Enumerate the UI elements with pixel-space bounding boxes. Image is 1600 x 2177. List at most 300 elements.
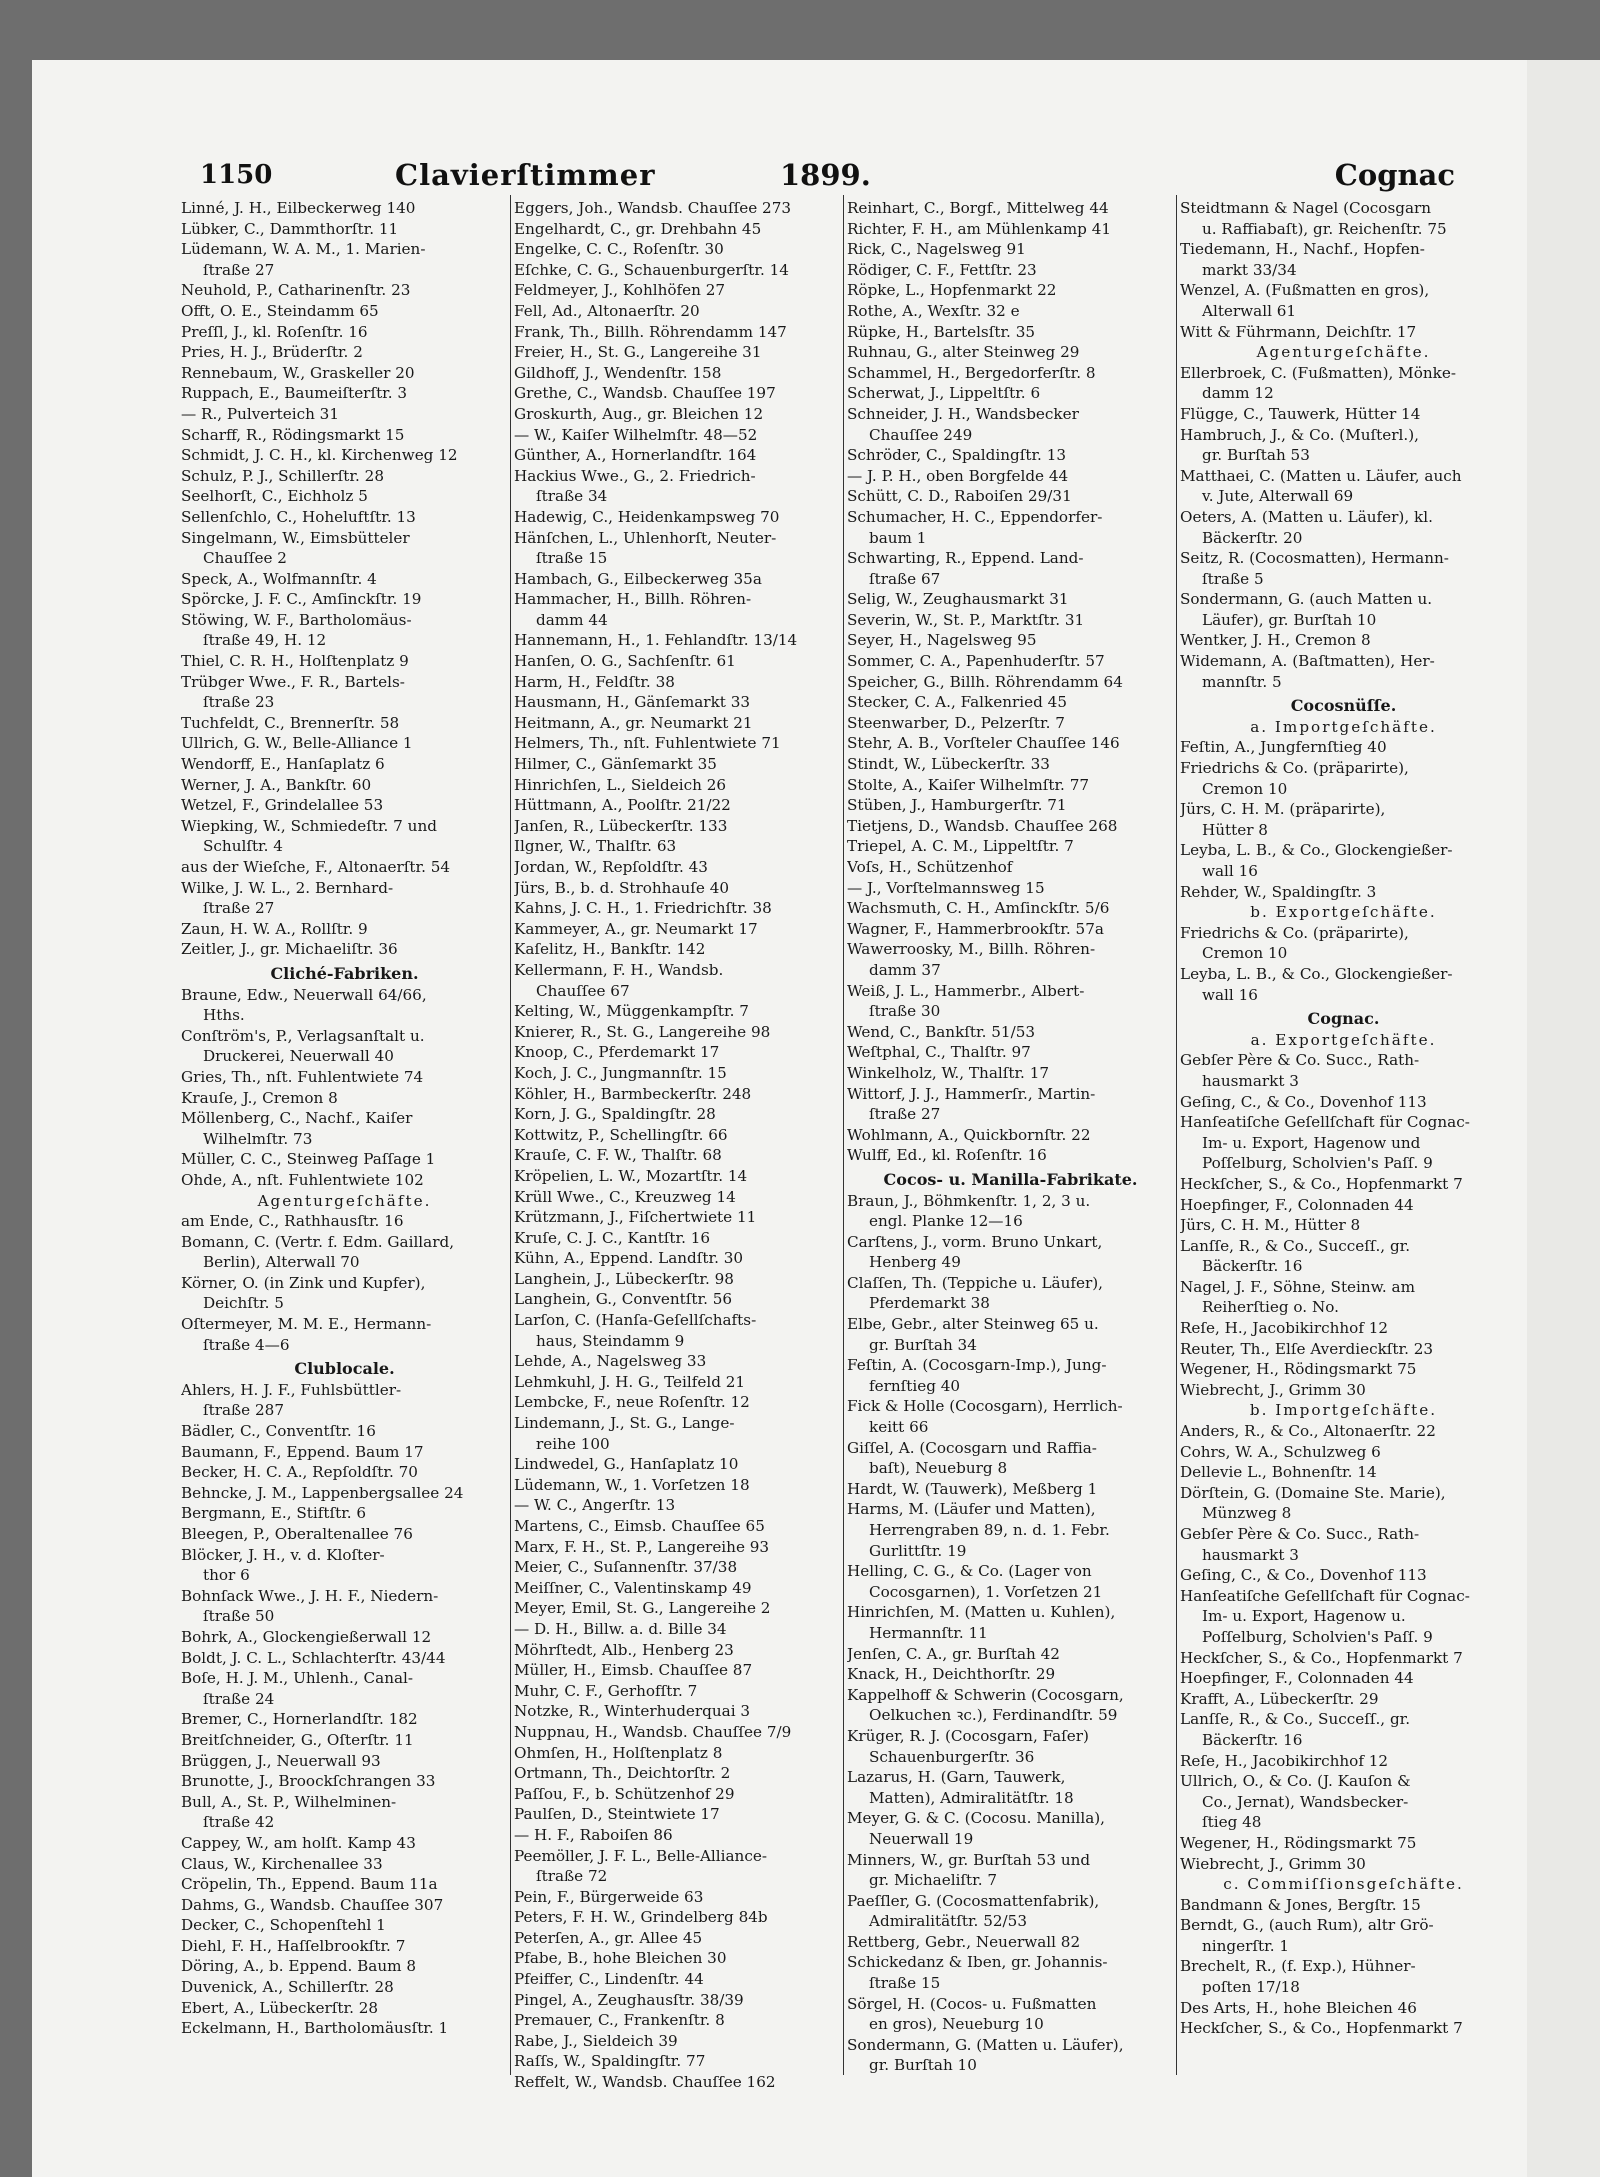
directory-entry-line: Schwarting, R., Eppend. Land- bbox=[847, 549, 1084, 568]
directory-entry-line: Berndt, G., (auch Rum), altr Grö- bbox=[1180, 1916, 1434, 1935]
directory-entry-line: Scherwat, J., Lippeltſtr. 6 bbox=[847, 384, 1041, 403]
directory-entry-line: Seyer, H., Nagelsweg 95 bbox=[847, 631, 1037, 650]
directory-entry-line: Steenwarber, D., Pelzerſtr. 7 bbox=[847, 713, 1065, 732]
directory-entry-line: Helling, C. G., & Co. (Lager von bbox=[847, 1562, 1092, 1581]
directory-entry-line: Kaſelitz, H., Bankſtr. 142 bbox=[514, 940, 706, 959]
entry-continuation-line: Poſſelburg, Scholvien's Paſſ. 9 bbox=[1202, 1627, 1433, 1646]
directory-entry-line: Schütt, C. D., Raboiſen 29/31 bbox=[847, 487, 1072, 506]
entry-continuation-line: Cremon 10 bbox=[1202, 779, 1288, 798]
directory-entry-line: Scharff, R., Rödingsmarkt 15 bbox=[181, 425, 405, 444]
entry-continuation-line: wall 16 bbox=[1202, 985, 1258, 1004]
entry-continuation-line: Schauenburgerſtr. 36 bbox=[869, 1747, 1035, 1766]
directory-entry-line: Knoop, C., Pferdemarkt 17 bbox=[514, 1043, 720, 1062]
directory-entry-line: Werner, J. A., Bankſtr. 60 bbox=[181, 775, 372, 794]
directory-entry-line: Weiß, J. L., Hammerbr., Albert- bbox=[847, 981, 1085, 1000]
directory-entry-line: Ohmſen, H., Holſtenplatz 8 bbox=[514, 1743, 723, 1762]
directory-entry-line: — H. F., Raboiſen 86 bbox=[514, 1825, 673, 1844]
directory-entry-line: Winkelholz, W., Thalſtr. 17 bbox=[847, 1063, 1050, 1082]
directory-entry-line: Helmers, Th., nſt. Fuhlentwiete 71 bbox=[514, 734, 781, 753]
directory-entry-line: Lembcke, F., neue Roſenſtr. 12 bbox=[514, 1393, 750, 1412]
directory-entry-line: Reffelt, W., Wandsb. Chauſſee 162 bbox=[514, 2073, 776, 2092]
directory-entry-line: Conſtröm's, P., Verlagsanſtalt u. bbox=[181, 1026, 425, 1045]
entry-continuation-line: wall 16 bbox=[1202, 862, 1258, 880]
directory-entry-line: Zaun, H. W. A., Rollſtr. 9 bbox=[181, 919, 368, 938]
directory-entry-line: Trübger Wwe., F. R., Bartels- bbox=[181, 672, 405, 691]
directory-entry-line: Schmidt, J. C. H., kl. Kirchenweg 12 bbox=[181, 446, 458, 465]
directory-entry-line: Cappey, W., am holſt. Kamp 43 bbox=[181, 1833, 416, 1852]
directory-entry-line: Bandmann & Jones, Bergſtr. 15 bbox=[1180, 1895, 1421, 1914]
directory-entry-line: Gildhoff, J., Wendenſtr. 158 bbox=[514, 363, 722, 382]
directory-entry-line: Schumacher, H. C., Eppendorfer- bbox=[847, 507, 1103, 526]
directory-entry-line: Severin, W., St. P., Marktſtr. 31 bbox=[847, 610, 1085, 629]
directory-entry-line: Krüll Wwe., C., Kreuzweg 14 bbox=[514, 1187, 736, 1206]
directory-entry-line: Bomann, C. (Vertr. f. Edm. Gaillard, bbox=[181, 1232, 455, 1251]
directory-entry-line: Brunotte, J., Broockſchrangen 33 bbox=[181, 1772, 436, 1791]
directory-entry-line: Dahms, G., Wandsb. Chauſſee 307 bbox=[181, 1895, 444, 1914]
directory-entry-line: Sondermann, G. (auch Matten u. bbox=[1180, 590, 1433, 609]
directory-entry-line: Fell, Ad., Altonaerſtr. 20 bbox=[514, 301, 700, 320]
directory-entry-line: Rettberg, Gebr., Neuerwall 82 bbox=[847, 1932, 1081, 1951]
directory-entry-line: Carſtens, J., vorm. Bruno Unkart, bbox=[847, 1232, 1103, 1251]
directory-entry-line: Weſtphal, C., Thalſtr. 97 bbox=[847, 1043, 1031, 1062]
directory-entry-line: Krauſe, C. F. W., Thalſtr. 68 bbox=[514, 1146, 722, 1165]
entry-continuation-line: ſtraße 4—6 bbox=[203, 1335, 290, 1354]
entry-continuation-line: markt 33/34 bbox=[1202, 260, 1297, 279]
directory-entry-line: Kellermann, F. H., Wandsb. bbox=[514, 960, 724, 979]
section-heading: Cognac. bbox=[1307, 1009, 1380, 1029]
directory-entry-line: Lindemann, J., St. G., Lange- bbox=[514, 1414, 735, 1433]
directory-entry-line: Martens, C., Eimsb. Chauſſee 65 bbox=[514, 1517, 765, 1535]
entry-continuation-line: Reiherſtieg o. No. bbox=[1202, 1298, 1339, 1317]
directory-entry-line: Schröder, C., Spaldingſtr. 13 bbox=[847, 446, 1067, 465]
entry-continuation-line: fernſtieg 40 bbox=[869, 1376, 961, 1395]
directory-entry-line: Rabe, J., Sieldeich 39 bbox=[514, 2031, 678, 2050]
directory-entry-line: Bädler, C., Conventſtr. 16 bbox=[181, 1422, 376, 1441]
directory-entry-line: Harms, M. (Läufer und Matten), bbox=[847, 1500, 1096, 1519]
directory-entry-line: Notzke, R., Winterhuderquai 3 bbox=[514, 1702, 751, 1721]
directory-entry-line: Bohnſack Wwe., J. H. F., Niedern- bbox=[181, 1586, 439, 1605]
directory-entry-line: Lanſſe, R., & Co., Succeſſ., gr. bbox=[1180, 1710, 1411, 1729]
directory-entry-line: Reſe, H., Jacobikirchhof 12 bbox=[1180, 1319, 1389, 1338]
directory-entry-line: Feldmeyer, J., Kohlhöfen 27 bbox=[514, 281, 726, 300]
directory-entry-line: Döring, A., b. Eppend. Baum 8 bbox=[181, 1957, 416, 1976]
directory-entry-line: Sörgel, H. (Cocos- u. Fußmatten bbox=[847, 1994, 1097, 2013]
entry-continuation-line: gr. Michaeliſtr. 7 bbox=[869, 1871, 998, 1890]
entry-continuation-line: Hths. bbox=[203, 1006, 245, 1025]
subsection-heading: Agenturgeſchäfte. bbox=[257, 1191, 432, 1210]
directory-entry-line: — W., Kaiſer Wilhelmſtr. 48—52 bbox=[514, 425, 758, 444]
entry-continuation-line: Herrengraben 89, n. d. 1. Febr. bbox=[869, 1521, 1110, 1539]
directory-entry-line: Brüggen, J., Neuerwall 93 bbox=[181, 1751, 381, 1770]
directory-entry-line: Spörcke, J. F. C., Amſinckſtr. 19 bbox=[181, 590, 422, 609]
directory-entry-line: Jenſen, C. A., gr. Burſtah 42 bbox=[847, 1644, 1060, 1663]
directory-entry-line: Rick, C., Nagelsweg 91 bbox=[847, 240, 1026, 259]
directory-entry-line: Knack, H., Deichthorſtr. 29 bbox=[847, 1665, 1056, 1684]
directory-entry-line: Kelting, W., Müggenkampſtr. 7 bbox=[514, 1002, 749, 1021]
entry-continuation-line: hausmarkt 3 bbox=[1202, 1545, 1299, 1564]
directory-entry-line: Langhein, G., Conventſtr. 56 bbox=[514, 1290, 733, 1309]
entry-continuation-line: Chauſſee 67 bbox=[536, 981, 630, 1000]
entry-continuation-line: engl. Planke 12—16 bbox=[869, 1212, 1023, 1231]
directory-entry-line: Kühn, A., Eppend. Landſtr. 30 bbox=[514, 1249, 744, 1268]
directory-entry-line: Engelhardt, C., gr. Drehbahn 45 bbox=[514, 219, 762, 238]
running-title-left: Clavierſtimmer bbox=[395, 158, 656, 192]
subsection-heading: a. Importgeſchäfte. bbox=[1250, 717, 1437, 736]
directory-entry-line: Körner, O. (in Zink und Kupfer), bbox=[181, 1273, 426, 1292]
directory-entry-line: Lazarus, H. (Garn, Tauwerk, bbox=[847, 1768, 1066, 1787]
directory-entry-line: Heitmann, A., gr. Neumarkt 21 bbox=[514, 713, 753, 732]
directory-entry-line: Köhler, H., Barmbeckerſtr. 248 bbox=[514, 1084, 752, 1103]
directory-entry-line: Sondermann, G. (Matten u. Läufer), bbox=[847, 2035, 1124, 2054]
directory-entry-line: Ilgner, W., Thalſtr. 63 bbox=[514, 837, 677, 856]
directory-entry-line: Ohde, A., nſt. Fuhlentwiete 102 bbox=[181, 1170, 424, 1189]
directory-entry-line: Bleegen, P., Oberaltenallee 76 bbox=[181, 1525, 413, 1543]
directory-entry-line: Wawerroosky, M., Billh. Röhren- bbox=[847, 940, 1096, 959]
directory-entry-line: Claus, W., Kirchenallee 33 bbox=[181, 1854, 383, 1873]
directory-entry-line: Dörſtein, G. (Domaine Ste. Marie), bbox=[1180, 1483, 1446, 1502]
directory-entry-line: Sellenſchlo, C., Hoheluftſtr. 13 bbox=[181, 507, 416, 526]
directory-entry-line: Elbe, Gebr., alter Steinweg 65 u. bbox=[847, 1315, 1099, 1334]
section-heading: Cliché-Fabriken. bbox=[270, 963, 419, 983]
directory-entry-line: Fick & Holle (Cocosgarn), Herrlich- bbox=[847, 1397, 1123, 1416]
page-header bbox=[200, 160, 1455, 200]
directory-entry-line: Grethe, C., Wandsb. Chauſſee 197 bbox=[514, 384, 776, 403]
directory-entry-line: Kappelhoff & Schwerin (Cocosgarn, bbox=[847, 1685, 1124, 1704]
column-divider bbox=[510, 195, 511, 2075]
directory-entry-line: Witt & Führmann, Deichſtr. 17 bbox=[1180, 322, 1417, 341]
directory-entry-line: Duvenick, A., Schillerſtr. 28 bbox=[181, 1978, 394, 1997]
directory-entry-line: Krauſe, J., Cremon 8 bbox=[181, 1088, 338, 1107]
directory-entry-line: Speicher, G., Billh. Röhrendamm 64 bbox=[847, 672, 1123, 691]
entry-continuation-line: Chauſſee 249 bbox=[869, 425, 973, 444]
directory-entry-line: Hardt, W. (Tauwerk), Meßberg 1 bbox=[847, 1479, 1098, 1498]
directory-entry-line: Wendorff, E., Hanſaplatz 6 bbox=[181, 755, 385, 774]
entry-continuation-line: en gros), Neueburg 10 bbox=[869, 2015, 1044, 2034]
entry-continuation-line: ſtraße 27 bbox=[203, 260, 275, 279]
directory-entry-line: Kruſe, C. J. C., Kantſtr. 16 bbox=[514, 1228, 711, 1247]
directory-entry-line: Schammel, H., Bergedorferſtr. 8 bbox=[847, 363, 1096, 382]
directory-entry-line: Kammeyer, A., gr. Neumarkt 17 bbox=[514, 919, 758, 938]
directory-entry-line: Ullrich, G. W., Belle-Alliance 1 bbox=[181, 734, 413, 753]
directory-entry-line: Steidtmann & Nagel (Cocosgarn bbox=[1180, 199, 1432, 217]
directory-entry-line: Nagel, J. F., Söhne, Steinw. am bbox=[1180, 1277, 1415, 1296]
directory-entry-line: Kottwitz, P., Schellingſtr. 66 bbox=[514, 1125, 728, 1144]
directory-entry-line: Offt, O. E., Steindamm 65 bbox=[181, 301, 379, 320]
directory-entry-line: Pfeiffer, C., Lindenſtr. 44 bbox=[514, 1970, 704, 1989]
entry-continuation-line: ſtieg 48 bbox=[1202, 1813, 1262, 1832]
directory-entry-line: Jürs, B., b. d. Strohhauſe 40 bbox=[514, 878, 730, 897]
directory-entry-line: Peterſen, A., gr. Allee 45 bbox=[514, 1928, 703, 1947]
directory-entry-line: Pfabe, B., hohe Bleichen 30 bbox=[514, 1949, 727, 1968]
directory-entry-line: Reſe, H., Jacobikirchhof 12 bbox=[1180, 1751, 1389, 1770]
directory-entry-line: Oſtermeyer, M. M. E., Hermann- bbox=[181, 1315, 432, 1334]
entry-continuation-line: Hermannſtr. 11 bbox=[869, 1623, 988, 1642]
entry-continuation-line: Bäckerſtr. 16 bbox=[1202, 1730, 1303, 1749]
directory-entry-line: Lehde, A., Nagelsweg 33 bbox=[514, 1352, 707, 1371]
entry-continuation-line: Deichſtr. 5 bbox=[203, 1294, 284, 1313]
directory-entry-line: Boldt, J. C. L., Schlachterſtr. 43/44 bbox=[181, 1648, 446, 1667]
directory-entry-line: Eſchke, C. G., Schauenburgerſtr. 14 bbox=[514, 260, 789, 279]
directory-entry-line: Wilke, J. W. L., 2. Bernhard- bbox=[181, 878, 394, 897]
entry-continuation-line: Läufer), gr. Burſtah 10 bbox=[1202, 610, 1377, 629]
entry-continuation-line: ſtraße 30 bbox=[869, 1002, 941, 1021]
directory-entry-line: Raſſs, W., Spaldingſtr. 77 bbox=[514, 2052, 706, 2071]
entry-continuation-line: Im- u. Export, Hagenow und bbox=[1202, 1133, 1421, 1152]
directory-entry-line: Paulſen, D., Steintwiete 17 bbox=[514, 1805, 720, 1824]
directory-entry-line: Claſſen, Th. (Teppiche u. Läufer), bbox=[847, 1273, 1104, 1292]
directory-entry-line: Ruppach, E., Baumeiſterſtr. 3 bbox=[181, 384, 408, 403]
entry-continuation-line: ſtraße 23 bbox=[203, 693, 275, 712]
directory-entry-line: Ruhnau, G., alter Steinweg 29 bbox=[847, 343, 1080, 362]
directory-entry-line: Preſſl, J., kl. Roſenſtr. 16 bbox=[181, 322, 368, 341]
directory-entry-line: am Ende, C., Rathhausſtr. 16 bbox=[181, 1212, 404, 1231]
entry-continuation-line: ſtraße 287 bbox=[203, 1401, 284, 1420]
directory-entry-line: Wiebrecht, J., Grimm 30 bbox=[1180, 1380, 1366, 1399]
directory-entry-line: Rennebaum, W., Graskeller 20 bbox=[181, 363, 415, 382]
directory-entry-line: Langhein, J., Lübeckerſtr. 98 bbox=[514, 1269, 734, 1288]
directory-entry-line: Ortmann, Th., Deichtorſtr. 2 bbox=[514, 1764, 731, 1783]
directory-entry-line: Pein, F., Bürgerweide 63 bbox=[514, 1887, 704, 1906]
directory-entry-line: Krützmann, J., Fiſchertwiete 11 bbox=[514, 1208, 757, 1227]
directory-entry-line: Seelhorſt, C., Eichholz 5 bbox=[181, 487, 368, 506]
directory-entry-line: Müller, C. C., Steinweg Paſſage 1 bbox=[181, 1150, 436, 1169]
directory-entry-line: Bull, A., St. P., Wilhelminen- bbox=[181, 1792, 397, 1811]
entry-continuation-line: Berlin), Alterwall 70 bbox=[203, 1253, 360, 1272]
entry-continuation-line: damm 44 bbox=[536, 610, 608, 629]
directory-entry-line: Bohrk, A., Glockengießerwall 12 bbox=[181, 1627, 432, 1646]
directory-entry-line: Reinhart, C., Borgf., Mittelweg 44 bbox=[847, 199, 1109, 217]
directory-entry-line: Flügge, C., Tauwerk, Hütter 14 bbox=[1180, 404, 1421, 423]
entry-continuation-line: thor 6 bbox=[203, 1566, 250, 1585]
directory-entry-line: Hinrichſen, L., Sieldeich 26 bbox=[514, 775, 727, 794]
entry-continuation-line: Oelkuchen ꝛc.), Ferdinandſtr. 59 bbox=[869, 1706, 1118, 1725]
directory-entry-line: Thiel, C. R. H., Holſtenplatz 9 bbox=[181, 652, 409, 671]
directory-entry-line: Müller, H., Eimsb. Chauſſee 87 bbox=[514, 1661, 753, 1680]
directory-entry-line: Krafft, A., Lübeckerſtr. 29 bbox=[1180, 1689, 1379, 1708]
directory-entry-line: Speck, A., Wolfmannſtr. 4 bbox=[181, 569, 377, 588]
directory-entry-line: Wegener, H., Rödingsmarkt 75 bbox=[1180, 1360, 1417, 1379]
directory-entry-line: Becker, H. C. A., Repſoldſtr. 70 bbox=[181, 1463, 418, 1482]
directory-entry-line: Heckſcher, S., & Co., Hopfenmarkt 7 bbox=[1180, 1174, 1463, 1193]
directory-entry-line: Wiepking, W., Schmiedeſtr. 7 und bbox=[181, 816, 437, 835]
directory-entry-line: Stindt, W., Lübeckerſtr. 33 bbox=[847, 755, 1050, 774]
directory-entry-line: Geſing, C., & Co., Dovenhof 113 bbox=[1180, 1092, 1427, 1111]
directory-entry-line: Cohrs, W. A., Schulzweg 6 bbox=[1180, 1442, 1381, 1461]
directory-entry-line: Neuhold, P., Catharinenſtr. 23 bbox=[181, 281, 411, 300]
directory-entry-line: Ullrich, O., & Co. (J. Kauſon & bbox=[1180, 1772, 1411, 1791]
entry-continuation-line: Co., Jernat), Wandsbecker- bbox=[1202, 1792, 1409, 1811]
directory-entry-line: Behncke, J. M., Lappenbergsallee 24 bbox=[181, 1483, 464, 1502]
directory-entry-line: Lindwedel, G., Hanſaplatz 10 bbox=[514, 1455, 739, 1474]
directory-entry-line: Zeitler, J., gr. Michaeliſtr. 36 bbox=[181, 940, 398, 959]
directory-entry-line: Paſſou, F., b. Schützenhof 29 bbox=[514, 1784, 735, 1803]
directory-entry-line: Friedrichs & Co. (präparirte), bbox=[1180, 759, 1409, 778]
directory-entry-line: Sommer, C. A., Papenhuderſtr. 57 bbox=[847, 652, 1105, 671]
directory-entry-line: Eggers, Joh., Wandsb. Chauſſee 273 bbox=[514, 199, 792, 217]
directory-entry-line: Rehder, W., Spaldingſtr. 3 bbox=[1180, 882, 1377, 901]
directory-entry-line: Rothe, A., Wexſtr. 32 e bbox=[847, 301, 1020, 320]
directory-entry-line: Ahlers, H. J. F., Fuhlsbüttler- bbox=[181, 1380, 402, 1399]
column-divider bbox=[1176, 195, 1177, 2075]
directory-entry-line: Cröpelin, Th., Eppend. Baum 11a bbox=[181, 1875, 438, 1894]
directory-entry-line: Schickedanz & Iben, gr. Johannis- bbox=[847, 1953, 1108, 1972]
directory-entry-line: Jürs, C. H. M., Hütter 8 bbox=[1180, 1216, 1361, 1235]
entry-continuation-line: ſtraße 49, H. 12 bbox=[203, 631, 327, 650]
directory-entry-line: Janſen, R., Lübeckerſtr. 133 bbox=[514, 816, 728, 835]
entry-continuation-line: gr. Burſtah 10 bbox=[869, 2056, 977, 2075]
entry-continuation-line: damm 37 bbox=[869, 960, 941, 979]
directory-entry-line: Wachsmuth, C. H., Amſinckſtr. 5/6 bbox=[847, 899, 1110, 918]
running-title-right: Cognac bbox=[1334, 158, 1455, 192]
directory-entry-line: Nuppnau, H., Wandsb. Chauſſee 7/9 bbox=[514, 1722, 792, 1741]
directory-entry-line: Larſon, C. (Hanſa-Geſellſchafts- bbox=[514, 1311, 757, 1330]
directory-entry-line: — J., Vorſtelmannsweg 15 bbox=[847, 878, 1045, 897]
directory-entry-line: — W. C., Angerſtr. 13 bbox=[514, 1496, 676, 1515]
directory-entry-line: Hanſeatiſche Geſellſchaft für Cognac- bbox=[1180, 1586, 1470, 1605]
directory-entry-line: Braune, Edw., Neuerwall 64/66, bbox=[181, 985, 427, 1004]
directory-entry-line: Friedrichs & Co. (präparirte), bbox=[1180, 923, 1409, 942]
entry-continuation-line: Im- u. Export, Hagenow u. bbox=[1202, 1607, 1406, 1626]
directory-entry-line: Hadewig, C., Heidenkampsweg 70 bbox=[514, 507, 780, 526]
entry-continuation-line: Bäckerſtr. 16 bbox=[1202, 1257, 1303, 1276]
directory-entry-line: aus der Wieſche, F., Altonaerſtr. 54 bbox=[181, 858, 451, 876]
section-heading: Cocos- u. Manilla-Fabrikate. bbox=[883, 1169, 1138, 1189]
entry-continuation-line: ſtraße 5 bbox=[1202, 569, 1264, 588]
directory-entry-line: Tuchfeldt, C., Brennerſtr. 58 bbox=[181, 713, 400, 732]
directory-entry-line: Des Arts, H., hohe Bleichen 46 bbox=[1180, 1998, 1417, 2017]
directory-entry-line: Tiedemann, H., Nachf., Hopfen- bbox=[1180, 240, 1425, 259]
directory-entry-line: Pries, H. J., Brüderſtr. 2 bbox=[181, 343, 363, 362]
directory-entry-line: Peemöller, J. F. L., Belle-Alliance- bbox=[514, 1846, 767, 1865]
directory-entry-line: Meiſſner, C., Valentinskamp 49 bbox=[514, 1578, 752, 1597]
directory-entry-line: Jordan, W., Repſoldſtr. 43 bbox=[514, 858, 708, 876]
directory-entry-line: Hanſeatiſche Geſellſchaft für Cognac- bbox=[1180, 1113, 1470, 1132]
directory-entry-line: Hilmer, C., Gänſemarkt 35 bbox=[514, 755, 717, 774]
subsection-heading: a. Exportgeſchäfte. bbox=[1250, 1030, 1437, 1049]
directory-entry-line: Hinrichſen, M. (Matten u. Kuhlen), bbox=[847, 1603, 1116, 1622]
entry-continuation-line: hausmarkt 3 bbox=[1202, 1071, 1299, 1090]
directory-entry-line: Lüdemann, W. A. M., 1. Marien- bbox=[181, 240, 426, 259]
directory-entry-line: Pingel, A., Zeughausſtr. 38/39 bbox=[514, 1990, 744, 2009]
directory-entry-line: Hüttmann, A., Poolſtr. 21/22 bbox=[514, 796, 731, 815]
entry-continuation-line: ſtraße 72 bbox=[536, 1867, 608, 1886]
entry-continuation-line: damm 12 bbox=[1202, 384, 1274, 403]
entry-continuation-line: ſtraße 42 bbox=[203, 1813, 275, 1832]
directory-entry-line: Lüdemann, W., 1. Vorſetzen 18 bbox=[514, 1475, 750, 1494]
directory-entry-line: Frank, Th., Billh. Röhrendamm 147 bbox=[514, 322, 787, 341]
entry-continuation-line: reihe 100 bbox=[536, 1434, 610, 1453]
entry-continuation-line: keitt 66 bbox=[869, 1418, 929, 1437]
entry-continuation-line: ſtraße 27 bbox=[203, 899, 275, 918]
year-label: 1899. bbox=[780, 158, 871, 192]
entry-continuation-line: Chauſſee 2 bbox=[203, 549, 287, 568]
directory-entry-line: Stolte, A., Kaiſer Wilhelmſtr. 77 bbox=[847, 775, 1090, 794]
directory-entry-line: Braun, J., Böhmkenſtr. 1, 2, 3 u. bbox=[847, 1191, 1091, 1210]
directory-entry-line: Oeters, A. (Matten u. Läufer), kl. bbox=[1180, 507, 1433, 526]
entry-continuation-line: Cocosgarnen), 1. Vorſetzen 21 bbox=[869, 1582, 1103, 1601]
entry-continuation-line: u. Raffiabaſt), gr. Reichenſtr. 75 bbox=[1202, 219, 1447, 238]
directory-entry-line: Wegener, H., Rödingsmarkt 75 bbox=[1180, 1833, 1417, 1852]
directory-entry-line: Wenzel, A. (Fußmatten en gros), bbox=[1180, 281, 1430, 300]
entry-continuation-line: gr. Burſtah 34 bbox=[869, 1335, 977, 1354]
directory-entry-line: Widemann, A. (Baſtmatten), Her- bbox=[1180, 652, 1435, 671]
subsection-heading: Agenturgeſchäfte. bbox=[1256, 343, 1431, 362]
directory-entry-line: Meier, C., Suſannenſtr. 37/38 bbox=[514, 1558, 738, 1577]
entry-continuation-line: Poſſelburg, Scholvien's Paſſ. 9 bbox=[1202, 1154, 1433, 1173]
directory-entry-line: Hannemann, H., 1. Fehlandſtr. 13/14 bbox=[514, 631, 798, 650]
directory-entry-line: Breitſchneider, G., Oſterſtr. 11 bbox=[181, 1730, 414, 1749]
directory-entry-line: Lanſſe, R., & Co., Succeſſ., gr. bbox=[1180, 1236, 1411, 1255]
directory-entry-line: Giſſel, A. (Cocosgarn und Raffia- bbox=[847, 1438, 1097, 1457]
entry-continuation-line: Hütter 8 bbox=[1202, 820, 1268, 839]
directory-entry-line: Gebſer Père & Co. Succ., Rath- bbox=[1180, 1525, 1420, 1543]
directory-entry-line: Freier, H., St. G., Langereihe 31 bbox=[514, 343, 762, 362]
directory-entry-line: Linné, J. H., Eilbeckerweg 140 bbox=[181, 199, 416, 217]
entry-continuation-line: Münzweg 8 bbox=[1202, 1504, 1292, 1523]
directory-entry-line: Stecker, C. A., Falkenried 45 bbox=[847, 693, 1067, 712]
entry-continuation-line: ſtraße 34 bbox=[536, 487, 608, 506]
directory-entry-line: Rüpke, H., Bartelsſtr. 35 bbox=[847, 322, 1036, 341]
directory-entry-line: Seitz, R. (Cocosmatten), Hermann- bbox=[1180, 549, 1449, 568]
entry-continuation-line: Pferdemarkt 38 bbox=[869, 1294, 990, 1313]
entry-continuation-line: gr. Burſtah 53 bbox=[1202, 446, 1310, 465]
directory-entry-line: Wulff, Ed., kl. Roſenſtr. 16 bbox=[847, 1146, 1047, 1165]
directory-entry-line: Jürs, C. H. M. (präparirte), bbox=[1180, 800, 1386, 819]
entry-continuation-line: ningerſtr. 1 bbox=[1202, 1936, 1290, 1955]
entry-continuation-line: Admiralitätſtr. 52/53 bbox=[869, 1912, 1027, 1931]
directory-entry-line: Hanſen, O. G., Sachſenſtr. 61 bbox=[514, 652, 736, 671]
directory-entry-line: Hausmann, H., Gänſemarkt 33 bbox=[514, 693, 751, 712]
directory-entry-line: Richter, F. H., am Mühlenkamp 41 bbox=[847, 219, 1112, 238]
directory-entry-line: Leyba, L. B., & Co., Glockengießer- bbox=[1180, 841, 1453, 860]
entry-continuation-line: ſtraße 67 bbox=[869, 569, 941, 588]
entry-continuation-line: poſten 17/18 bbox=[1202, 1978, 1300, 1997]
directory-entry-line: Bergmann, E., Stiftſtr. 6 bbox=[181, 1504, 367, 1523]
directory-entry-line: Muhr, C. F., Gerhofſtr. 7 bbox=[514, 1681, 698, 1700]
directory-entry-line: Stüben, J., Hamburgerſtr. 71 bbox=[847, 796, 1067, 815]
directory-entry-line: Hänſchen, L., Uhlenhorſt, Neuter- bbox=[514, 528, 777, 547]
directory-entry-line: Koch, J. C., Jungmannſtr. 15 bbox=[514, 1063, 727, 1082]
directory-entry-line: Hackius Wwe., G., 2. Friedrich- bbox=[514, 466, 756, 485]
directory-entry-line: Dellevie L., Bohnenſtr. 14 bbox=[1180, 1463, 1377, 1482]
directory-entry-line: Bremer, C., Hornerlandſtr. 182 bbox=[181, 1710, 418, 1729]
directory-entry-line: Meyer, G. & C. (Cocosu. Manilla), bbox=[847, 1809, 1106, 1828]
directory-column-1 bbox=[181, 198, 508, 2098]
directory-entry-line: Baumann, F., Eppend. Baum 17 bbox=[181, 1442, 424, 1461]
subsection-heading: c. Commiſſionsgeſchäfte. bbox=[1223, 1875, 1464, 1894]
directory-entry-line: Peters, F. H. W., Grindelberg 84b bbox=[514, 1908, 768, 1927]
entry-continuation-line: baum 1 bbox=[869, 528, 927, 547]
directory-entry-line: Reuter, Th., Elſe Averdieckſtr. 23 bbox=[1180, 1339, 1434, 1358]
directory-entry-line: Hoepfinger, F., Colonnaden 44 bbox=[1180, 1195, 1414, 1214]
directory-entry-line: Röpke, L., Hopfenmarkt 22 bbox=[847, 281, 1057, 300]
directory-entry-line: Kröpelien, L. W., Mozartſtr. 14 bbox=[514, 1166, 748, 1185]
entry-continuation-line: ſtraße 50 bbox=[203, 1607, 275, 1626]
entry-continuation-line: Matten), Admiralitätſtr. 18 bbox=[869, 1788, 1074, 1807]
directory-entry-line: Hammacher, H., Billh. Röhren- bbox=[514, 590, 752, 609]
directory-entry-line: Geſing, C., & Co., Dovenhof 113 bbox=[1180, 1566, 1427, 1585]
directory-entry-line: Minners, W., gr. Burſtah 53 und bbox=[847, 1850, 1091, 1869]
subsection-heading: b. Importgeſchäfte. bbox=[1249, 1401, 1438, 1420]
directory-entry-line: Selig, W., Zeughausmarkt 31 bbox=[847, 590, 1069, 609]
directory-entry-line: Wagner, F., Hammerbrookſtr. 57a bbox=[847, 919, 1104, 938]
directory-entry-line: Möhrſtedt, Alb., Henberg 23 bbox=[514, 1640, 734, 1659]
entry-continuation-line: Neuerwall 19 bbox=[869, 1829, 974, 1848]
column-divider bbox=[843, 195, 844, 2075]
directory-entry-line: Ellerbroek, C. (Fußmatten), Mönke- bbox=[1180, 363, 1456, 382]
entry-continuation-line: mannſtr. 5 bbox=[1202, 672, 1282, 691]
directory-entry-line: Brechelt, R., (f. Exp.), Hühner- bbox=[1180, 1957, 1416, 1976]
